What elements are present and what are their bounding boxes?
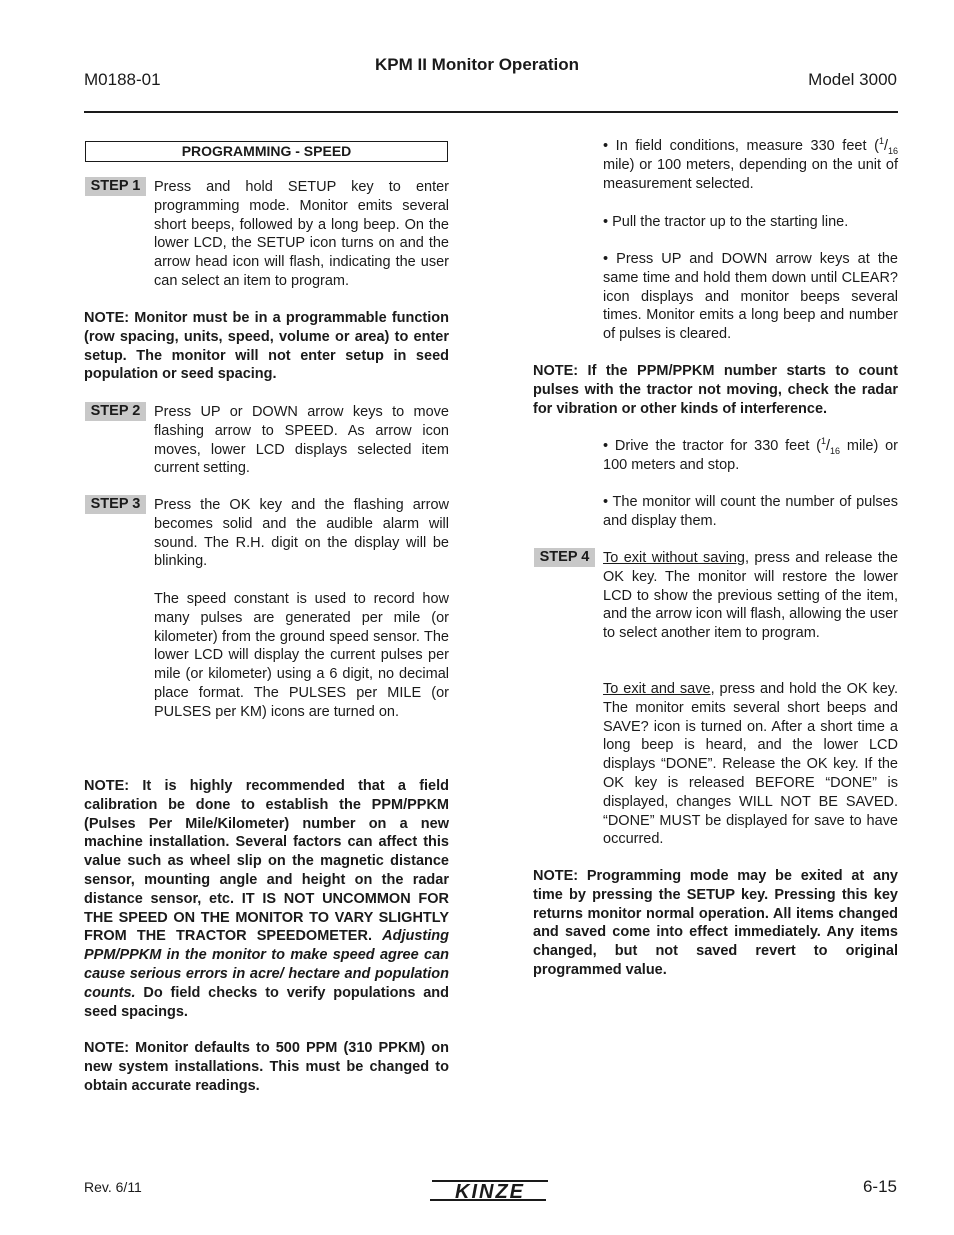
note-calibration-warning: Adjusting PPM/PPKM in the monitor to make speed agree can cause serious errors in acre/ hectare and population counts. [84,928,449,1001]
logo-text: KINZE [455,1181,525,1203]
section-title: PROGRAMMING - SPEED [85,141,448,162]
bullet-drive-a: • Drive the tractor for 330 feet ( [603,438,821,454]
kinze-logo [430,1174,550,1206]
step-4-exit-and-save [603,680,898,849]
bullet-drive: • Drive the tractor for 330 feet ($^1/_{16}$ mile) or 100 meters and stop. [603,436,898,473]
bullet-count: • The monitor will count the number of pulses and display them. [603,494,898,529]
step-3-text: Press the OK key and the flashing arrow becomes solid and the audible alarm will sound. The R.H. digit on the display will be blinking. [154,497,449,570]
model-label: Model 3000 [808,70,897,89]
bullet-drive-b: mile) or 100 meters and stop. [603,438,898,473]
step-4-badge: STEP 4 [534,548,595,567]
fraction-den: 16 [830,445,841,456]
note-exit-mode: NOTE: Programming mode may be exited at any time by pressing the SETUP key. Pressing this key returns monitor normal operation. All items changed and saved come into effect immediately. Any items changed, but not saved revert to original programmed value. [533,868,898,978]
step-2-text: Press UP or DOWN arrow keys to move flashing arrow to SPEED. As arrow icon moves, lower LCD displays selected item current setting. [154,404,449,477]
exit-without-saving-lead: To exit without saving [603,550,745,566]
step-3-speed-constant: The speed constant is used to record how many pulses are generated per mile (or kilometer) from the ground speed sensor. The lower LCD will display the current pulses per mile (or kilometer) using a 6 digit, no decimal place format. The PULSES per MILE (or PULSES per KM) icons are turned on. [154,591,449,720]
step-2-badge: STEP 2 [85,402,146,421]
fraction-num: 1 [878,136,884,147]
bullet-measure-b: mile) or 100 meters, depending on the unit of measurement selected. [603,156,898,192]
bullet-clear: • Press UP and DOWN arrow keys at the same time and hold them down until CLEAR? icon displays and monitor beeps several times. Monitor emits a long beep and number of pulses is cleared. [603,251,898,343]
page-title: KPM II Monitor Operation [375,55,579,74]
header-rule [84,111,898,113]
step-1-badge: STEP 1 [85,177,146,196]
step-4-exit-without-saving [603,549,898,643]
page-number: 6-15 [862,1177,897,1196]
fraction-num: 1 [820,436,826,447]
exit-and-save-lead: To exit and save [603,681,711,697]
note-calibration-part1: NOTE: It is highly recommended that a field calibration be done to establish the PPM/PPKM (Pulses Per Mile/Kilometer) number on a new machine installation. Several factors can affect this value such as wheel slip on the magnetic distance sensor, mounting angle and height on the radar distance sensor, etc. IT IS NOT UNCOMMON FOR THE SPEED ON THE MONITOR TO VARY SLIGHTLY FROM THE TRACTOR SPEEDOMETER. [84,778,449,945]
revision-label: Rev. 6/11 [84,1179,142,1195]
exit-without-saving-text: , press and release the OK key. The monitor will restore the lower LCD to show the previous setting of the item, and the arrow icon will flash, allowing the user to select another item to program. [603,550,898,642]
bullet-measure-a: • In field conditions, measure 330 feet ( [603,138,879,154]
doc-number: M0188-01 [84,70,161,89]
note-calibration-part2: Do field checks to verify populations and seed spacings. [84,984,449,1020]
note-programmable: NOTE: Monitor must be in a programmable function (row spacing, units, speed, volume or area) to enter setup. The monitor will not enter setup in seed population or seed spacing. [84,310,449,383]
bullet-starting-line: • Pull the tractor up to the starting line. [603,214,849,230]
fraction-den: 16 [887,145,898,156]
step-3-badge: STEP 3 [85,495,146,514]
exit-and-save-text: , press and hold the OK key. The monitor emits several short beeps and SAVE? icon is turned on. After a short time a long beep is heard, and the lower LCD displays “DONE”. Release the OK key. If the OK key is released BEFORE “DONE” is displayed, changes WILL NOT BE SAVED. “DONE” MUST be displayed for save to have occurred. [603,681,898,848]
note-radar: NOTE: If the PPM/PPKM number starts to count pulses with the tractor not moving, check the radar for vibration or other kinds of interference. [533,363,898,417]
note-field-calibration [84,777,449,1021]
bullet-measure: • In field conditions, measure 330 feet ($^1/_{16}$ mile) or 100 meters, depending on the unit of measurement selected. [603,136,898,192]
step-1-text: Press and hold SETUP key to enter programming mode. Monitor emits several short beeps, followed by a long beep. On the lower LCD, the SETUP icon turns on and the arrow head icon will flash, indicating the user can select an item to program. [154,179,449,289]
note-defaults: NOTE: Monitor defaults to 500 PPM (310 PPKM) on new system installations. This must be changed to obtain accurate readings. [84,1040,449,1094]
